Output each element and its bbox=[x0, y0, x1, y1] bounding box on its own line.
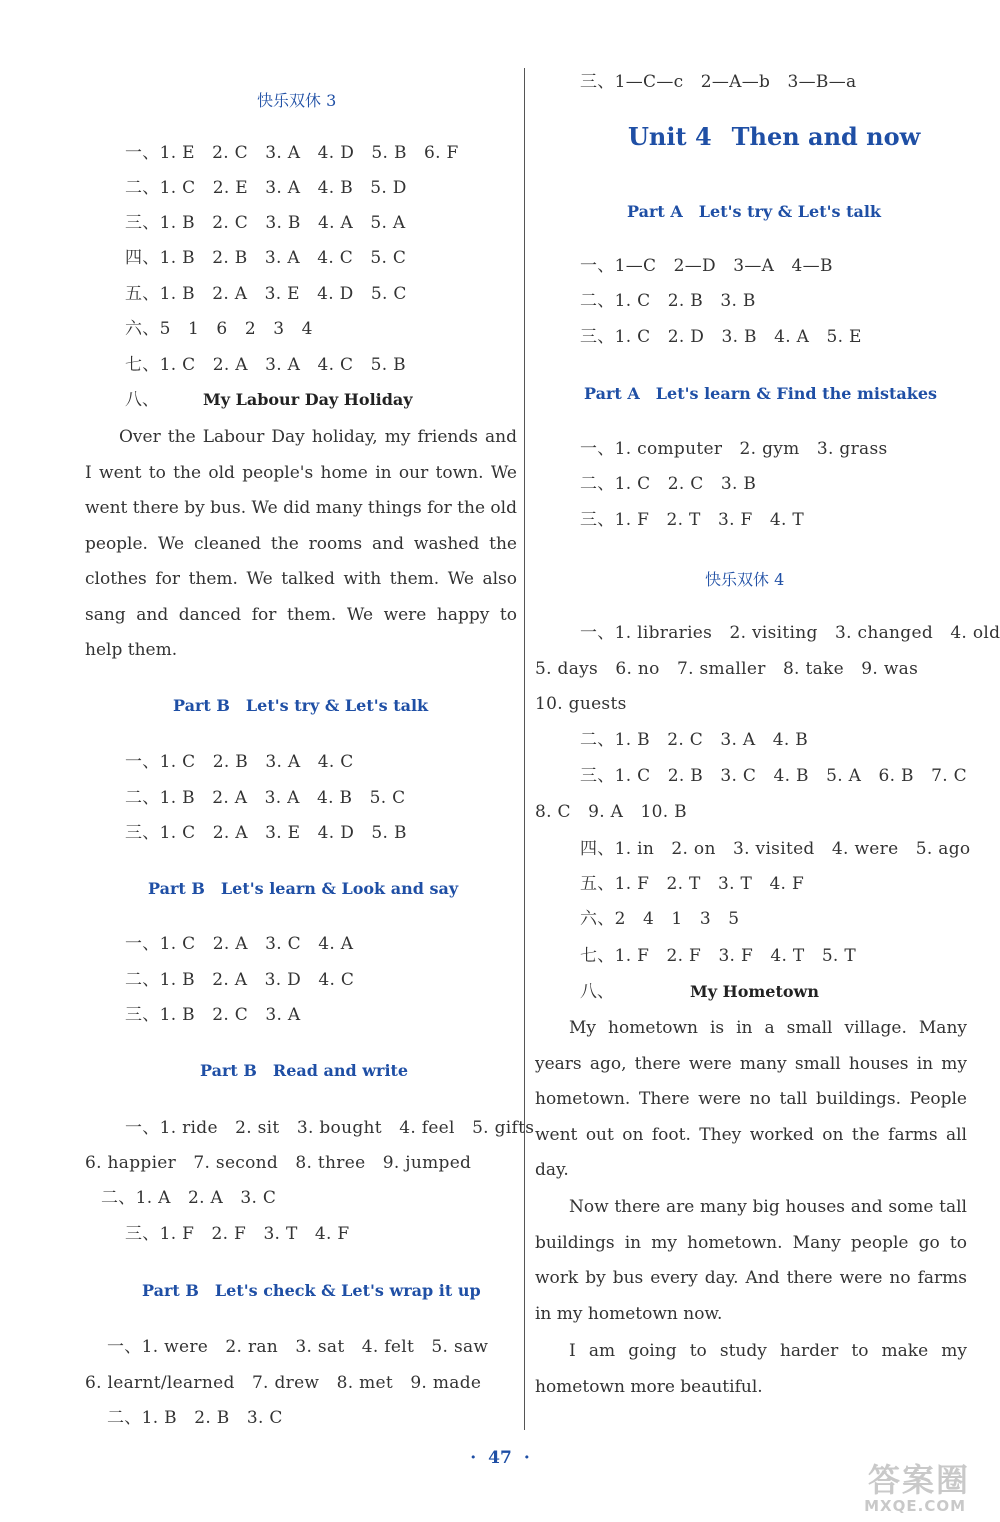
answer-line: 六、2 4 1 3 5 bbox=[580, 909, 740, 929]
part-label: Part B bbox=[142, 1281, 199, 1300]
answer-line: 一、1. ride 2. sit 3. bought 4. feel 5. gifts bbox=[125, 1118, 535, 1138]
section-heading-part-b-read bbox=[200, 1061, 408, 1080]
answer-line: 五、1. F 2. T 3. T 4. F bbox=[580, 874, 805, 894]
part-label: Part B bbox=[200, 1061, 257, 1080]
section-title-kl4: 快乐双休 4 bbox=[705, 570, 785, 589]
section-heading-part-a-try bbox=[627, 202, 881, 221]
part-label: Part B bbox=[173, 696, 230, 715]
answer-line: 10. guests bbox=[535, 694, 627, 714]
answer-line: 四、1. in 2. on 3. visited 4. were 5. ago bbox=[580, 839, 971, 859]
part-title: Let's learn & Look and say bbox=[220, 879, 459, 898]
answer-line: 一、1. computer 2. gym 3. grass bbox=[580, 439, 888, 459]
answer-line: 一、1. were 2. ran 3. sat 4. felt 5. saw bbox=[107, 1337, 489, 1357]
answer-line: 6. happier 7. second 8. three 9. jumped bbox=[85, 1153, 472, 1173]
section-heading-part-a-learn bbox=[584, 384, 937, 403]
answer-line: 8. C 9. A 10. B bbox=[535, 802, 687, 822]
part-title: Let's learn & Find the mistakes bbox=[655, 384, 937, 403]
part-title: Let's try & Let's talk bbox=[698, 202, 881, 221]
answer-line: 二、1. B 2. A 3. D 4. C bbox=[125, 970, 355, 990]
section-heading-part-b-check bbox=[142, 1281, 481, 1300]
essay-paragraph: My hometown is in a small village. Many years ago, there were many small houses in my hometown. There were no tall buildings. People went out on foot. They worked on the farms all day. bbox=[535, 1018, 967, 1180]
essay-title: My Hometown bbox=[690, 982, 819, 1001]
watermark-url: MXQE.COM bbox=[864, 1497, 966, 1515]
essay-label: 八、 bbox=[125, 390, 159, 410]
section-title-kl3: 快乐双休 3 bbox=[257, 91, 337, 110]
answer-line: 二、1. B 2. A 3. A 4. B 5. C bbox=[125, 788, 406, 808]
answer-line: 一、1. C 2. B 3. A 4. C bbox=[125, 752, 354, 772]
answer-line: 一、1—C 2—D 3—A 4—B bbox=[580, 256, 833, 276]
answer-line: 四、1. B 2. B 3. A 4. C 5. C bbox=[125, 248, 407, 268]
answer-line: 6. learnt/learned 7. drew 8. met 9. made bbox=[85, 1373, 482, 1393]
unit-name: Then and now bbox=[731, 122, 921, 151]
answer-line: 三、1—C—c 2—A—b 3—B—a bbox=[580, 72, 857, 92]
essay-paragraph: Over the Labour Day holiday, my friends and I went to the old people's home in our town. We went there by bus. We did many things for the old people. We cleaned the rooms and washed the clothes for them. We talked with them. We also sang and danced for them. We were happy to help them. bbox=[85, 427, 517, 660]
answer-line: 三、1. F 2. T 3. F 4. T bbox=[580, 510, 805, 530]
part-label: Part B bbox=[148, 879, 205, 898]
answer-line: 三、1. C 2. B 3. C 4. B 5. A 6. B 7. C bbox=[580, 766, 967, 786]
part-title: Read and write bbox=[272, 1061, 409, 1080]
watermark-text: 答案圈 bbox=[867, 1461, 970, 1499]
answer-line: 二、1. C 2. E 3. A 4. B 5. D bbox=[125, 178, 407, 198]
answer-line: 七、1. C 2. A 3. A 4. C 5. B bbox=[125, 355, 406, 375]
answer-line: 三、1. B 2. C 3. B 4. A 5. A bbox=[125, 213, 406, 233]
answer-line: 一、1. E 2. C 3. A 4. D 5. B 6. F bbox=[125, 143, 459, 163]
answer-line: 二、1. C 2. C 3. B bbox=[580, 474, 757, 494]
answer-line: 二、1. B 2. C 3. A 4. B bbox=[580, 730, 809, 750]
essay-label: 八、 bbox=[580, 982, 614, 1002]
essay-paragraph: Now there are many big houses and some tall buildings in my hometown. Many people go to work by bus every day. And there were no farms in my hometown now. bbox=[535, 1197, 967, 1324]
essay-paragraph: I am going to study harder to make my hometown more beautiful. bbox=[535, 1341, 967, 1397]
answer-line: 三、1. C 2. D 3. B 4. A 5. E bbox=[580, 327, 862, 347]
essay-title: My Labour Day Holiday bbox=[203, 390, 413, 409]
page-number: · 47 · bbox=[470, 1448, 530, 1468]
answer-line: 三、1. F 2. F 3. T 4. F bbox=[125, 1224, 350, 1244]
page-number-value: 47 bbox=[488, 1448, 512, 1468]
answer-line: 五、1. B 2. A 3. E 4. D 5. C bbox=[125, 284, 407, 304]
column-divider bbox=[524, 68, 525, 1430]
section-heading-part-b-learn bbox=[148, 879, 458, 898]
answer-line: 二、1. B 2. B 3. C bbox=[107, 1408, 283, 1428]
answer-line: 二、1. C 2. B 3. B bbox=[580, 291, 756, 311]
answer-line: 七、1. F 2. F 3. F 4. T 5. T bbox=[580, 946, 856, 966]
answer-line: 三、1. B 2. C 3. A bbox=[125, 1005, 301, 1025]
watermark-logo bbox=[820, 1455, 970, 1515]
answer-line: 二、1. A 2. A 3. C bbox=[101, 1188, 277, 1208]
answer-line: 六、5 1 6 2 3 4 bbox=[125, 319, 313, 339]
answer-line: 5. days 6. no 7. smaller 8. take 9. was bbox=[535, 659, 919, 679]
part-title: Let's try & Let's talk bbox=[245, 696, 429, 715]
part-label: Part A bbox=[584, 384, 640, 403]
answer-line: 一、1. C 2. A 3. C 4. A bbox=[125, 934, 354, 954]
unit-number: Unit 4 bbox=[628, 122, 712, 151]
unit-title bbox=[628, 122, 920, 151]
part-label: Part A bbox=[627, 202, 683, 221]
answer-line: 一、1. libraries 2. visiting 3. changed 4. old bbox=[580, 623, 1000, 643]
answer-line: 三、1. C 2. A 3. E 4. D 5. B bbox=[125, 823, 407, 843]
section-heading-part-b-try bbox=[173, 696, 428, 715]
part-title: Let's check & Let's wrap it up bbox=[214, 1281, 481, 1300]
